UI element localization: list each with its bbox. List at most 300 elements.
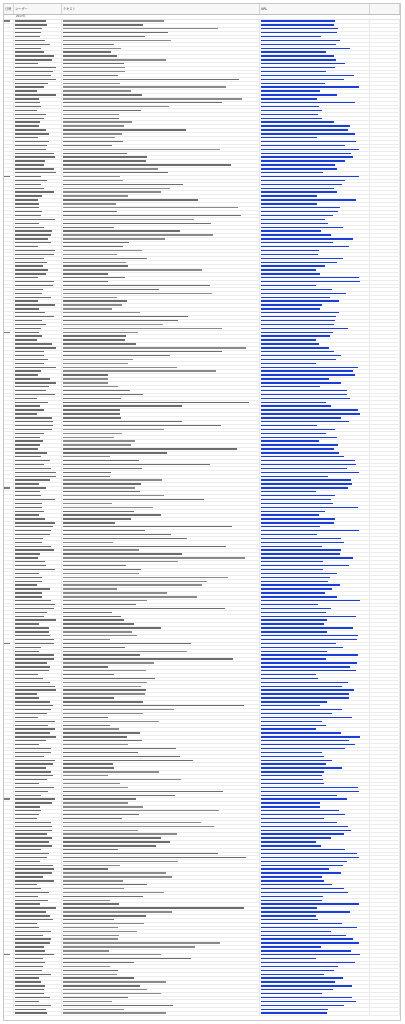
cell-date[interactable] <box>4 36 14 39</box>
cell-text[interactable] <box>62 806 260 809</box>
cell-date[interactable] <box>4 436 14 439</box>
cell-empty[interactable] <box>370 576 400 579</box>
cell-user[interactable] <box>14 265 62 268</box>
cell-text[interactable] <box>62 86 260 89</box>
cell-url[interactable] <box>260 689 370 692</box>
cell-url[interactable] <box>260 864 370 867</box>
cell-empty[interactable] <box>370 584 400 587</box>
cell-user[interactable] <box>14 51 62 54</box>
cell-empty[interactable] <box>370 238 400 241</box>
cell-date[interactable] <box>4 919 14 922</box>
cell-empty[interactable] <box>370 580 400 583</box>
cell-text[interactable] <box>62 323 260 326</box>
cell-text[interactable] <box>62 674 260 677</box>
cell-empty[interactable] <box>370 47 400 50</box>
cell-date[interactable] <box>4 981 14 984</box>
cell-url[interactable] <box>260 895 370 898</box>
cell-text[interactable] <box>62 238 260 241</box>
cell-user[interactable] <box>14 152 62 155</box>
cell-text[interactable] <box>62 541 260 544</box>
cell-date[interactable] <box>4 90 14 93</box>
cell-empty[interactable] <box>370 534 400 537</box>
cell-url[interactable] <box>260 576 370 579</box>
cell-date[interactable] <box>4 942 14 945</box>
cell-date[interactable] <box>4 397 14 400</box>
cell-empty[interactable] <box>370 203 400 206</box>
cell-user[interactable] <box>14 343 62 346</box>
cell-text[interactable] <box>62 417 260 420</box>
cell-url[interactable] <box>260 619 370 622</box>
cell-date[interactable] <box>4 775 14 778</box>
cell-text[interactable] <box>62 689 260 692</box>
cell-text[interactable] <box>62 930 260 933</box>
cell-date[interactable] <box>4 277 14 280</box>
cell-user[interactable] <box>14 460 62 463</box>
cell-text[interactable] <box>62 355 260 358</box>
cell-user[interactable] <box>14 304 62 307</box>
cell-user[interactable] <box>14 833 62 836</box>
cell-url[interactable] <box>260 351 370 354</box>
cell-text[interactable] <box>62 911 260 914</box>
cell-empty[interactable] <box>370 257 400 260</box>
cell-url[interactable] <box>260 736 370 739</box>
cell-user[interactable] <box>14 176 62 179</box>
cell-user[interactable] <box>14 584 62 587</box>
cell-empty[interactable] <box>370 670 400 673</box>
cell-text[interactable] <box>62 269 260 272</box>
cell-text[interactable] <box>62 320 260 323</box>
cell-date[interactable] <box>4 141 14 144</box>
cell-url[interactable] <box>260 218 370 221</box>
cell-url[interactable] <box>260 444 370 447</box>
cell-user[interactable] <box>14 300 62 303</box>
cell-url[interactable] <box>260 884 370 887</box>
cell-url[interactable] <box>260 934 370 937</box>
cell-text[interactable] <box>62 308 260 311</box>
cell-user[interactable] <box>14 288 62 291</box>
cell-user[interactable] <box>14 911 62 914</box>
cell-empty[interactable] <box>370 452 400 455</box>
cell-text[interactable] <box>62 600 260 603</box>
cell-url[interactable] <box>260 273 370 276</box>
cell-text[interactable] <box>62 751 260 754</box>
cell-empty[interactable] <box>370 141 400 144</box>
cell-date[interactable] <box>4 506 14 509</box>
column-header-user[interactable]: ユーザー <box>14 4 62 14</box>
cell-user[interactable] <box>14 479 62 482</box>
cell-user[interactable] <box>14 565 62 568</box>
cell-user[interactable] <box>14 755 62 758</box>
cell-text[interactable] <box>62 253 260 256</box>
cell-empty[interactable] <box>370 102 400 105</box>
cell-text[interactable] <box>62 545 260 548</box>
cell-url[interactable] <box>260 716 370 719</box>
cell-date[interactable] <box>4 911 14 914</box>
cell-empty[interactable] <box>370 378 400 381</box>
cell-user[interactable] <box>14 24 62 27</box>
cell-empty[interactable] <box>370 397 400 400</box>
cell-text[interactable] <box>62 856 260 859</box>
cell-date[interactable] <box>4 732 14 735</box>
cell-user[interactable] <box>14 323 62 326</box>
cell-date[interactable] <box>4 238 14 241</box>
cell-empty[interactable] <box>370 448 400 451</box>
cell-url[interactable] <box>260 572 370 575</box>
cell-url[interactable] <box>260 965 370 968</box>
cell-user[interactable] <box>14 20 62 23</box>
cell-empty[interactable] <box>370 806 400 809</box>
cell-date[interactable] <box>4 429 14 432</box>
cell-empty[interactable] <box>370 304 400 307</box>
cell-url[interactable] <box>260 705 370 708</box>
cell-text[interactable] <box>62 390 260 393</box>
cell-date[interactable] <box>4 646 14 649</box>
cell-url[interactable] <box>260 63 370 66</box>
cell-user[interactable] <box>14 763 62 766</box>
cell-text[interactable] <box>62 203 260 206</box>
cell-text[interactable] <box>62 526 260 529</box>
cell-user[interactable] <box>14 203 62 206</box>
cell-user[interactable] <box>14 417 62 420</box>
cell-url[interactable] <box>260 969 370 972</box>
cell-url[interactable] <box>260 794 370 797</box>
cell-user[interactable] <box>14 930 62 933</box>
cell-user[interactable] <box>14 90 62 93</box>
cell-empty[interactable] <box>370 588 400 591</box>
cell-url[interactable] <box>260 853 370 856</box>
cell-user[interactable] <box>14 895 62 898</box>
cell-date[interactable] <box>4 814 14 817</box>
cell-empty[interactable] <box>370 316 400 319</box>
cell-text[interactable] <box>62 215 260 218</box>
cell-empty[interactable] <box>370 884 400 887</box>
cell-date[interactable] <box>4 39 14 42</box>
cell-url[interactable] <box>260 417 370 420</box>
cell-user[interactable] <box>14 646 62 649</box>
cell-date[interactable] <box>4 779 14 782</box>
cell-empty[interactable] <box>370 794 400 797</box>
cell-text[interactable] <box>62 351 260 354</box>
cell-date[interactable] <box>4 308 14 311</box>
cell-text[interactable] <box>62 701 260 704</box>
cell-user[interactable] <box>14 121 62 124</box>
cell-url[interactable] <box>260 635 370 638</box>
cell-text[interactable] <box>62 833 260 836</box>
cell-date[interactable] <box>4 358 14 361</box>
cell-date[interactable] <box>4 440 14 443</box>
cell-user[interactable] <box>14 868 62 871</box>
cell-date[interactable] <box>4 102 14 105</box>
cell-text[interactable] <box>62 499 260 502</box>
cell-empty[interactable] <box>370 460 400 463</box>
cell-date[interactable] <box>4 783 14 786</box>
cell-date[interactable] <box>4 145 14 148</box>
cell-date[interactable] <box>4 467 14 470</box>
cell-user[interactable] <box>14 432 62 435</box>
cell-date[interactable] <box>4 180 14 183</box>
cell-date[interactable] <box>4 973 14 976</box>
cell-user[interactable] <box>14 514 62 517</box>
cell-user[interactable] <box>14 347 62 350</box>
cell-user[interactable] <box>14 312 62 315</box>
cell-empty[interactable] <box>370 413 400 416</box>
cell-date[interactable] <box>4 572 14 575</box>
cell-url[interactable] <box>260 125 370 128</box>
cell-text[interactable] <box>62 218 260 221</box>
cell-text[interactable] <box>62 853 260 856</box>
cell-empty[interactable] <box>370 720 400 723</box>
cell-empty[interactable] <box>370 942 400 945</box>
cell-url[interactable] <box>260 215 370 218</box>
cell-date[interactable] <box>4 744 14 747</box>
cell-date[interactable] <box>4 32 14 35</box>
cell-text[interactable] <box>62 561 260 564</box>
cell-text[interactable] <box>62 604 260 607</box>
cell-url[interactable] <box>260 370 370 373</box>
cell-user[interactable] <box>14 545 62 548</box>
cell-date[interactable] <box>4 207 14 210</box>
cell-user[interactable] <box>14 927 62 930</box>
cell-date[interactable] <box>4 370 14 373</box>
cell-user[interactable] <box>14 561 62 564</box>
cell-user[interactable] <box>14 74 62 77</box>
cell-url[interactable] <box>260 915 370 918</box>
cell-date[interactable] <box>4 899 14 902</box>
cell-user[interactable] <box>14 448 62 451</box>
cell-url[interactable] <box>260 137 370 140</box>
cell-user[interactable] <box>14 467 62 470</box>
cell-date[interactable] <box>4 985 14 988</box>
cell-url[interactable] <box>260 927 370 930</box>
cell-text[interactable] <box>62 864 260 867</box>
cell-text[interactable] <box>62 623 260 626</box>
cell-text[interactable] <box>62 759 260 762</box>
cell-url[interactable] <box>260 226 370 229</box>
cell-user[interactable] <box>14 732 62 735</box>
cell-date[interactable] <box>4 409 14 412</box>
cell-text[interactable] <box>62 868 260 871</box>
cell-date[interactable] <box>4 250 14 253</box>
cell-user[interactable] <box>14 292 62 295</box>
cell-user[interactable] <box>14 47 62 50</box>
cell-user[interactable] <box>14 604 62 607</box>
cell-date[interactable] <box>4 109 14 112</box>
cell-empty[interactable] <box>370 962 400 965</box>
cell-text[interactable] <box>62 67 260 70</box>
cell-empty[interactable] <box>370 506 400 509</box>
cell-date[interactable] <box>4 849 14 852</box>
cell-url[interactable] <box>260 471 370 474</box>
cell-date[interactable] <box>4 230 14 233</box>
cell-date[interactable] <box>4 545 14 548</box>
cell-url[interactable] <box>260 203 370 206</box>
cell-user[interactable] <box>14 106 62 109</box>
cell-url[interactable] <box>260 257 370 260</box>
cell-text[interactable] <box>62 32 260 35</box>
cell-url[interactable] <box>260 1008 370 1011</box>
cell-date[interactable] <box>4 432 14 435</box>
cell-url[interactable] <box>260 502 370 505</box>
cell-text[interactable] <box>62 969 260 972</box>
cell-empty[interactable] <box>370 320 400 323</box>
cell-date[interactable] <box>4 713 14 716</box>
cell-empty[interactable] <box>370 522 400 525</box>
cell-url[interactable] <box>260 129 370 132</box>
cell-empty[interactable] <box>370 736 400 739</box>
cell-date[interactable] <box>4 541 14 544</box>
cell-empty[interactable] <box>370 689 400 692</box>
cell-text[interactable] <box>62 989 260 992</box>
cell-empty[interactable] <box>370 386 400 389</box>
cell-text[interactable] <box>62 331 260 334</box>
cell-user[interactable] <box>14 510 62 513</box>
cell-date[interactable] <box>4 740 14 743</box>
cell-url[interactable] <box>260 20 370 23</box>
cell-text[interactable] <box>62 495 260 498</box>
cell-text[interactable] <box>62 643 260 646</box>
cell-date[interactable] <box>4 557 14 560</box>
cell-url[interactable] <box>260 1004 370 1007</box>
cell-url[interactable] <box>260 946 370 949</box>
cell-url[interactable] <box>260 382 370 385</box>
cell-user[interactable] <box>14 860 62 863</box>
cell-user[interactable] <box>14 94 62 97</box>
cell-date[interactable] <box>4 518 14 521</box>
cell-empty[interactable] <box>370 810 400 813</box>
cell-date[interactable] <box>4 378 14 381</box>
cell-date[interactable] <box>4 755 14 758</box>
cell-empty[interactable] <box>370 845 400 848</box>
cell-user[interactable] <box>14 958 62 961</box>
cell-url[interactable] <box>260 331 370 334</box>
cell-empty[interactable] <box>370 436 400 439</box>
cell-date[interactable] <box>4 366 14 369</box>
cell-url[interactable] <box>260 425 370 428</box>
cell-date[interactable] <box>4 884 14 887</box>
cell-date[interactable] <box>4 650 14 653</box>
cell-empty[interactable] <box>370 627 400 630</box>
cell-empty[interactable] <box>370 145 400 148</box>
cell-text[interactable] <box>62 207 260 210</box>
cell-url[interactable] <box>260 522 370 525</box>
cell-url[interactable] <box>260 113 370 116</box>
cell-empty[interactable] <box>370 417 400 420</box>
cell-user[interactable] <box>14 892 62 895</box>
cell-user[interactable] <box>14 716 62 719</box>
cell-text[interactable] <box>62 798 260 801</box>
cell-text[interactable] <box>62 514 260 517</box>
cell-user[interactable] <box>14 1008 62 1011</box>
cell-text[interactable] <box>62 347 260 350</box>
cell-date[interactable] <box>4 491 14 494</box>
cell-date[interactable] <box>4 872 14 875</box>
cell-date[interactable] <box>4 833 14 836</box>
cell-url[interactable] <box>260 818 370 821</box>
cell-date[interactable] <box>4 137 14 140</box>
cell-empty[interactable] <box>370 82 400 85</box>
cell-url[interactable] <box>260 156 370 159</box>
cell-empty[interactable] <box>370 479 400 482</box>
cell-date[interactable] <box>4 643 14 646</box>
cell-empty[interactable] <box>370 919 400 922</box>
cell-user[interactable] <box>14 689 62 692</box>
cell-text[interactable] <box>62 973 260 976</box>
cell-user[interactable] <box>14 662 62 665</box>
cell-empty[interactable] <box>370 814 400 817</box>
cell-empty[interactable] <box>370 164 400 167</box>
cell-user[interactable] <box>14 942 62 945</box>
cell-url[interactable] <box>260 767 370 770</box>
cell-user[interactable] <box>14 841 62 844</box>
cell-url[interactable] <box>260 397 370 400</box>
cell-url[interactable] <box>260 685 370 688</box>
cell-date[interactable] <box>4 129 14 132</box>
cell-empty[interactable] <box>370 156 400 159</box>
cell-url[interactable] <box>260 709 370 712</box>
cell-url[interactable] <box>260 810 370 813</box>
cell-date[interactable] <box>4 930 14 933</box>
cell-empty[interactable] <box>370 981 400 984</box>
cell-url[interactable] <box>260 806 370 809</box>
cell-empty[interactable] <box>370 1004 400 1007</box>
cell-date[interactable] <box>4 312 14 315</box>
cell-text[interactable] <box>62 985 260 988</box>
cell-text[interactable] <box>62 273 260 276</box>
cell-date[interactable] <box>4 20 14 23</box>
cell-empty[interactable] <box>370 732 400 735</box>
cell-user[interactable] <box>14 518 62 521</box>
cell-url[interactable] <box>260 183 370 186</box>
cell-user[interactable] <box>14 537 62 540</box>
cell-user[interactable] <box>14 541 62 544</box>
cell-user[interactable] <box>14 697 62 700</box>
cell-text[interactable] <box>62 187 260 190</box>
cell-empty[interactable] <box>370 619 400 622</box>
cell-user[interactable] <box>14 997 62 1000</box>
cell-url[interactable] <box>260 872 370 875</box>
cell-empty[interactable] <box>370 323 400 326</box>
cell-url[interactable] <box>260 537 370 540</box>
cell-user[interactable] <box>14 222 62 225</box>
cell-empty[interactable] <box>370 759 400 762</box>
cell-empty[interactable] <box>370 121 400 124</box>
cell-empty[interactable] <box>370 277 400 280</box>
cell-date[interactable] <box>4 662 14 665</box>
cell-date[interactable] <box>4 794 14 797</box>
cell-date[interactable] <box>4 362 14 365</box>
cell-date[interactable] <box>4 339 14 342</box>
cell-text[interactable] <box>62 1008 260 1011</box>
cell-url[interactable] <box>260 588 370 591</box>
cell-text[interactable] <box>62 518 260 521</box>
cell-url[interactable] <box>260 234 370 237</box>
cell-empty[interactable] <box>370 432 400 435</box>
cell-text[interactable] <box>62 448 260 451</box>
cell-empty[interactable] <box>370 74 400 77</box>
cell-date[interactable] <box>4 818 14 821</box>
cell-empty[interactable] <box>370 152 400 155</box>
cell-text[interactable] <box>62 43 260 46</box>
cell-text[interactable] <box>62 339 260 342</box>
cell-user[interactable] <box>14 246 62 249</box>
cell-empty[interactable] <box>370 405 400 408</box>
cell-text[interactable] <box>62 487 260 490</box>
cell-user[interactable] <box>14 580 62 583</box>
cell-empty[interactable] <box>370 499 400 502</box>
cell-date[interactable] <box>4 43 14 46</box>
cell-text[interactable] <box>62 378 260 381</box>
cell-user[interactable] <box>14 82 62 85</box>
